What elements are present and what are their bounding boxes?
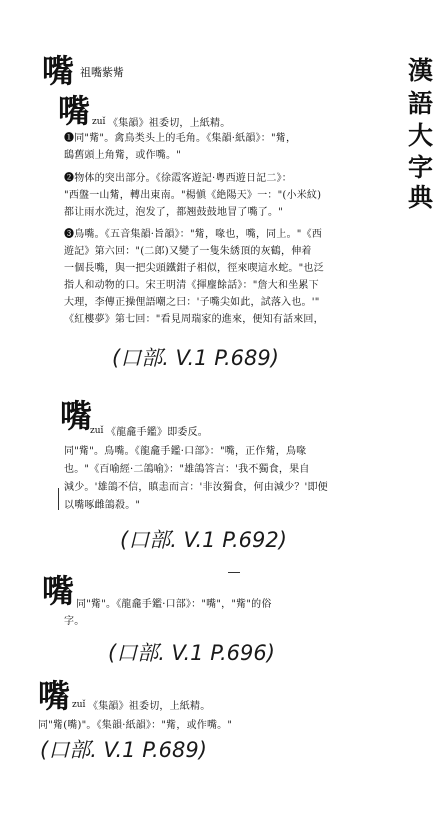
- entry-line: 減少。'雄鴿不信，瞋恚而言：'非汝獨食，何由減少？'即便: [64, 482, 328, 493]
- handwritten-page-reference: (口部. V.1 P.689): [40, 738, 207, 762]
- entry-pinyin: zuǐ: [72, 700, 86, 710]
- entry-line: 《龍龕手鑑》即委反。: [106, 427, 208, 438]
- divider-dash: [228, 572, 240, 573]
- title-char: 典: [407, 183, 433, 212]
- entry-line: ❷物体的突出部分。《徐霞客遊記·粵西遊日記二》：: [64, 173, 292, 184]
- entry-headword: 嘴: [38, 677, 71, 715]
- title-char: 字: [407, 153, 433, 182]
- entry-line: 也。"《百喻經·二鴿喻》："雄鴿答言：'我不獨食，果自: [64, 464, 310, 475]
- title-char: 語: [407, 89, 433, 118]
- entry-main-char: 嘴: [42, 52, 75, 90]
- entry-headword: 嘴: [58, 92, 91, 130]
- entry-line: 字。: [64, 616, 85, 627]
- entry-line: 一個長嘴，與一把尖頭鐵鉗子相似，徑來喫這水蛇。"也泛: [64, 263, 324, 274]
- entry-headword: 嘴: [42, 572, 75, 610]
- handwritten-page-reference: (口部. V.1 P.692): [120, 528, 287, 552]
- entry-line: ❶同"觜"。禽鳥类头上的毛角。《集韻·紙韻》："觜，: [64, 133, 297, 144]
- entry-pinyin: zuǐ: [90, 426, 104, 436]
- margin-mark: [58, 488, 59, 510]
- title-char: 漢: [407, 56, 433, 85]
- entry-line: 都让雨水洗过，泡发了，都翘鼓鼓地冒了嘴了。": [64, 207, 283, 218]
- handwritten-page-reference: (口部. V.1 P.689): [112, 346, 279, 370]
- entry-line: 《紅樓夢》第七回："看見周瑞家的進來，便知有話來回，: [64, 314, 324, 325]
- entry-line: 《集韻》祖委切，上紙精。: [108, 118, 231, 129]
- entry-line: 同"觜"。鳥嘴。《龍龕手鑑·口部》："嘴，正作觜，鳥喙: [64, 446, 307, 457]
- entry-line: 以嘴啄雌鴿殺。": [64, 500, 141, 511]
- entry-line: 同"觜"。《龍龕手鑑·口部》："嘴"，"觜"的俗: [76, 599, 272, 610]
- entry-pinyin: zuǐ: [92, 117, 106, 127]
- title-char: 大: [407, 121, 433, 150]
- handwritten-page-reference: (口部. V.1 P.696): [108, 641, 275, 665]
- entry-line: 《集韻》祖委切，上紙精。: [88, 701, 211, 712]
- entry-line: 同"觜(嘴)"。《集韻·紙韻》："觜，或作嘴。": [38, 720, 233, 731]
- entry-line: 指人和动物的口。宋王明清《揮麈餘話》："詹大和坐累下: [64, 280, 319, 291]
- entry-line: 大理，李傳正操俚語嘲之曰：'子嘴尖如此，試落入也。'": [64, 297, 320, 308]
- entry-line: 遊記》第六回："(二郎)又變了一隻朱綉頂的灰鶴，伸着: [64, 246, 312, 257]
- entry-headword: 嘴: [60, 397, 93, 435]
- entry-line: ❸鳥嘴。《五音集韻·旨韻》："觜，喙也，嘴，同上。"《西: [64, 229, 322, 240]
- entry-line: "西盤一山觜，轉出東南。"楊愼《絶陽天》一："(小米紋): [64, 190, 322, 201]
- entry-variants: 祖嘴紫觜: [80, 66, 124, 79]
- entry-line: 鴟舊頭上角觜，或作嘴。": [64, 150, 181, 161]
